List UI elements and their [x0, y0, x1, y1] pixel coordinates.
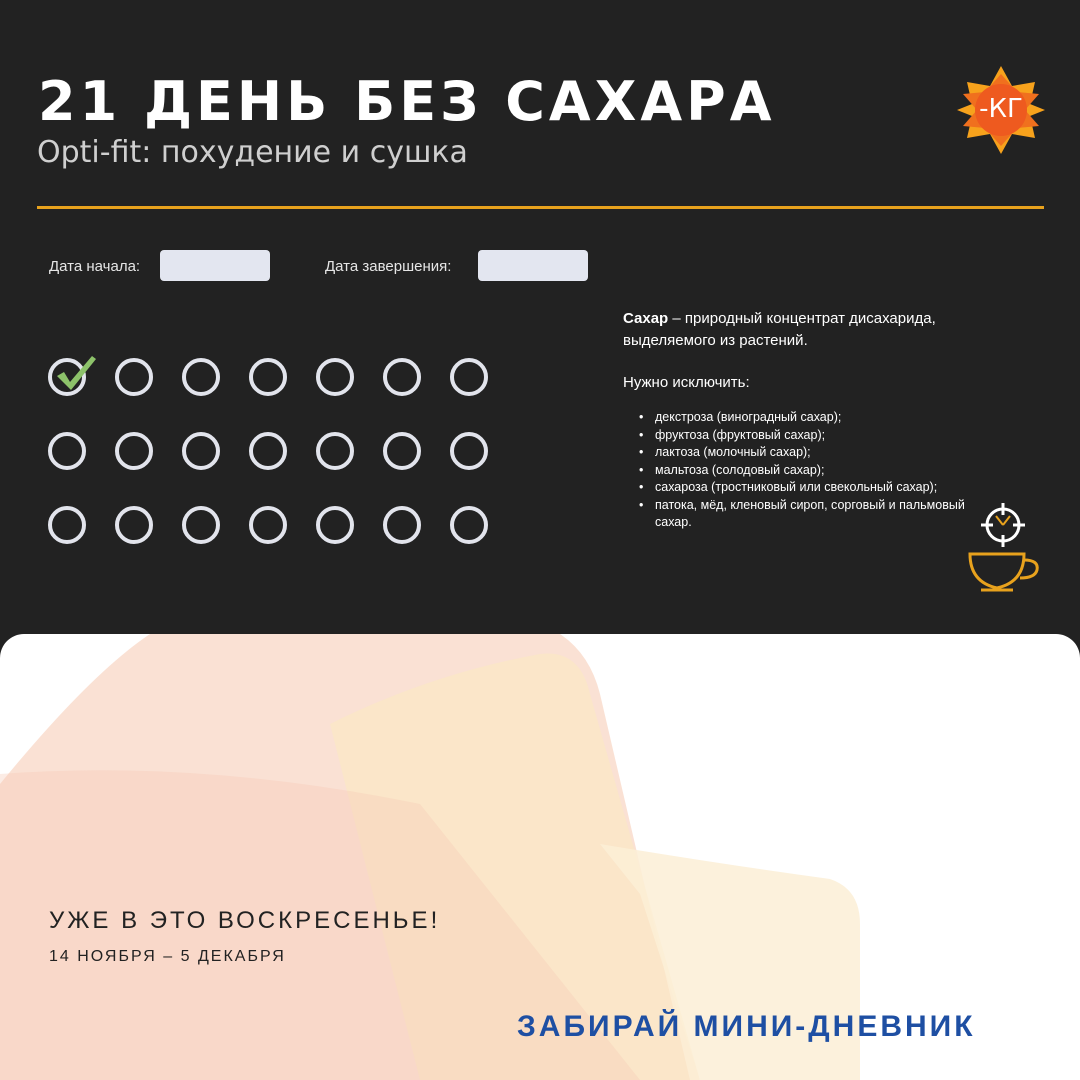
end-date-label: Дата завершения:	[325, 258, 452, 275]
divider-line	[37, 206, 1044, 209]
day-checkbox[interactable]	[450, 358, 488, 396]
day-checkbox[interactable]	[249, 506, 287, 544]
page-title: 21 ДЕНЬ БЕЗ САХАРА	[38, 70, 776, 133]
day-checkbox[interactable]	[249, 432, 287, 470]
logo-label: -КГ	[979, 94, 1023, 124]
day-checkbox[interactable]	[182, 432, 220, 470]
list-item: • патока, мёд, кленовый сироп, сорговый и пальмовый сахар.	[623, 497, 1003, 532]
checkmark-icon	[54, 352, 98, 392]
exclude-heading: Нужно исключить:	[623, 374, 750, 391]
sugar-definition-text: – природный концентрат дисахарида, выделяемого из растений.	[623, 310, 936, 349]
day-checkbox[interactable]	[450, 432, 488, 470]
list-item: • фруктоза (фруктовый сахар);	[623, 427, 1003, 445]
day-checkbox[interactable]	[182, 506, 220, 544]
day-checkbox[interactable]	[48, 358, 86, 396]
sugar-term: Сахар	[623, 310, 669, 327]
day-checkbox[interactable]	[383, 358, 421, 396]
day-checkbox[interactable]	[383, 432, 421, 470]
cta-text[interactable]: ЗАБИРАЙ МИНИ-ДНЕВНИК	[517, 1010, 976, 1043]
day-checkbox[interactable]	[48, 506, 86, 544]
sugar-definition	[623, 308, 1003, 352]
crosshair-target-icon	[978, 502, 1028, 548]
day-checkbox[interactable]	[48, 432, 86, 470]
promo-dates: 14 НОЯБРЯ – 5 ДЕКАБРЯ	[49, 948, 286, 965]
list-item: • лактоза (молочный сахар);	[623, 444, 1003, 462]
sugar-info	[623, 308, 1003, 532]
end-date-input[interactable]	[478, 250, 588, 281]
day-checkbox[interactable]	[450, 506, 488, 544]
start-date-label: Дата начала:	[49, 258, 141, 275]
day-checkbox[interactable]	[115, 506, 153, 544]
day-checkbox[interactable]	[115, 432, 153, 470]
promo-headline: УЖЕ В ЭТО ВОСКРЕСЕНЬЕ!	[49, 907, 441, 934]
list-item: • сахароза (тростниковый или свекольный сахар);	[623, 479, 1003, 497]
day-checkbox[interactable]	[249, 358, 287, 396]
day-checkbox[interactable]	[316, 506, 354, 544]
day-checkbox[interactable]	[316, 358, 354, 396]
day-checkbox[interactable]	[115, 358, 153, 396]
day-checkbox[interactable]	[182, 358, 220, 396]
coffee-cup-icon	[967, 548, 1043, 592]
list-item: • мальтоза (солодовый сахар);	[623, 462, 1003, 480]
exclude-list	[623, 409, 1003, 532]
day-tracker-grid	[48, 358, 488, 544]
day-checkbox[interactable]	[316, 432, 354, 470]
list-item: • декстроза (виноградный сахар);	[623, 409, 1003, 427]
day-checkbox[interactable]	[383, 506, 421, 544]
start-date-input[interactable]	[160, 250, 270, 281]
page-subtitle: Opti-fit: похудение и сушка	[37, 135, 468, 170]
